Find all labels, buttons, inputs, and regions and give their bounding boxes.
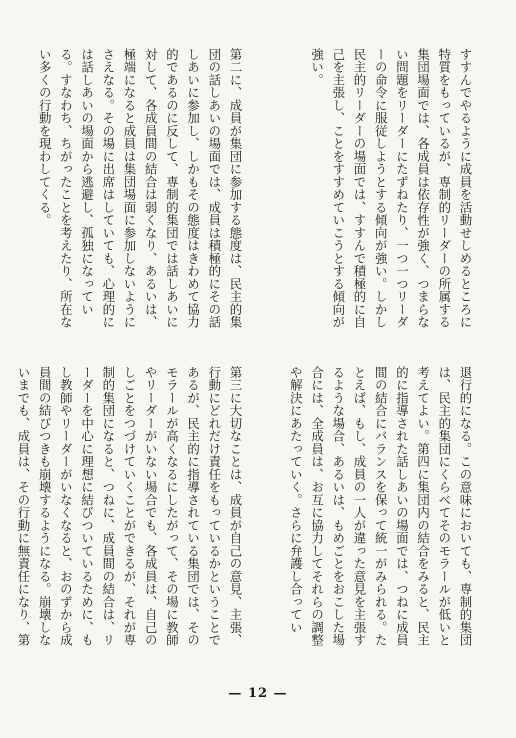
- page-number: — 12 —: [228, 686, 288, 701]
- upper-left-column: [16, 48, 246, 338]
- paragraph-text: 第二に、成員が集団に参加する態度は、民主的集団の話しあいの場面では、成員は積極的にその話しあいに参加し、しかもその態度はきわめて協力的であるのに反して、専制的集団では話しあいに対して、各成員間の結合は弱くなり、あるいは、極端になると成員は集団場面に参加しないようにさえなる。その場に出席はしていても、心理的には話しあいの場面から逃避し、孤独になっている。すなわち、ちがったことを考えたり、所在ない多くの行動を現わしてくる。: [37, 48, 243, 329]
- paragraph-text: 退行的になる。この意味においても、専制的集団は、民主的集団にくらべてそのモラールが低いと考えてよい。第四に集団内の結合をみると、民主的に指導された話しあいの場面では、つねに成員間の結合にバランスを保って統一がみられる。たとえば、もし、成員の一人が違った意見を主張するような場合、あるいは、もめごとをおこした場合には、全成員は、お互に協力してそれらの調整や解決にあたっていく。さらに弁護し合ってい: [288, 366, 473, 647]
- paragraph-text: すすんでやるように成員を活動せしめるところに特質をもっているが、専制的リーダーの所属する集団場面では、各成員は依存性が強く、つまらない問題をリーダーにたずねたり、一つ一つリーダーの命令に服従しようとする傾向が強い。しかし民主的リーダーの場面では、すすんで積極的に自己を主張し、ことをすすめていこうとする傾向が強い。: [309, 48, 473, 329]
- lower-left-column: [16, 366, 246, 658]
- lower-right-column: [282, 366, 476, 658]
- upper-right-column: [282, 48, 476, 338]
- paragraph-text: 第三に大切なことは、成員が自己の意見、主張、行動にどれだけ責任をもっているかということであるが、民主的に指導されている集団では、そのモラールが高くなるにしたがって、その場に教師やリーダーがいない場合でも、各成員は、自己のしごとをつづけていくことができるが、それが専制的集団になると、つねに、成員間の結合は、リーダーを中心に理想に結びついているために、もし教師やリーダーがいなくなると、おのずから成員間の結びつきも崩壊するようになる。崩壊しないまでも、成員は、その行動に無責任になり、第: [16, 366, 243, 647]
